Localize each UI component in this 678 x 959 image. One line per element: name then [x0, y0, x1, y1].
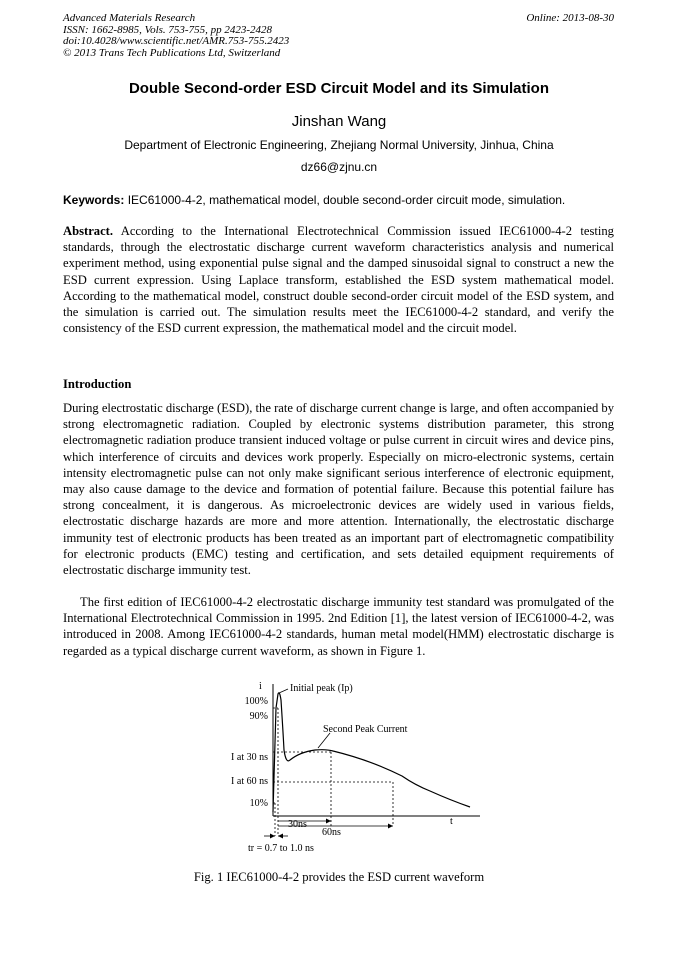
- author-email[interactable]: dz66@zjnu.cn: [300, 160, 378, 174]
- online-date: Online: 2013-08-30: [526, 12, 614, 24]
- intro-paragraph-2: The first edition of IEC61000-4-2 electrostatic discharge immunity test standard was promulgated of the International Electrotechnical Commission in 1995. 2nd Edition [1], the latest version of IEC61000-4-2, was introduced in 2008. Among IEC61000-4-2 standards, human metal model(HMM) electrostatic discharge is regarded as a typical discharge current waveform, as shown in Figure 1.: [63, 595, 614, 658]
- label-i-at-30ns: I at 30 ns: [231, 752, 268, 763]
- t60-label: 60ns: [322, 827, 341, 838]
- label-90-percent: 90%: [249, 711, 268, 722]
- x-axis-label: t: [450, 816, 453, 827]
- introduction-heading: Introduction: [63, 377, 132, 391]
- label-100-percent: 100%: [244, 696, 268, 707]
- tr-arrowhead-right: [278, 834, 283, 839]
- abstract-label: Abstract.: [63, 224, 114, 238]
- label-10-percent: 10%: [249, 798, 268, 809]
- keywords-label: Keywords:: [63, 193, 125, 207]
- t30-label: 30ns: [288, 819, 307, 830]
- keywords: [63, 193, 615, 207]
- tr-label: tr = 0.7 to 1.0 ns: [248, 843, 314, 854]
- journal-issn: ISSN: 1662-8985, Vols. 753-755, pp 2423-2428: [63, 23, 272, 36]
- t60-arrowhead: [388, 824, 393, 829]
- y-axis-label: i: [259, 681, 262, 692]
- tr-arrowhead-left: [270, 834, 275, 839]
- second-peak-label: Second Peak Current: [323, 724, 408, 735]
- paper-author: Jinshan Wang: [291, 113, 387, 130]
- label-i-at-60ns: I at 60 ns: [231, 776, 268, 787]
- abstract-text: According to the International Electrotechnical Commission issued IEC61000-4-2 testing standards, through the electrostatic discharge current waveform characteristics analysis and numerical experiment method, using exponential pulse signal and the damped sinusoidal signal to construct a new the ESD current expression. Using Laplace transform, established the ESD system mathematical model. According to the mathematical model, construct double second-order circuit model of the ESD system, and the simulation is carried out. The simulation results meet the IEC61000-4-2 standard, and verify the consistency of the ESD current expression, the mathematical model and the circuit model.: [63, 224, 614, 336]
- abstract: [63, 223, 614, 336]
- esd-waveform-svg: [180, 676, 510, 856]
- t30-arrowhead: [326, 819, 331, 824]
- figure-caption: Fig. 1 IEC61000-4-2 provides the ESD current waveform: [193, 870, 485, 884]
- paper-affiliation: Department of Electronic Engineering, Zhejiang Normal University, Jinhua, China: [124, 138, 554, 152]
- journal-name: Advanced Materials Research: [63, 12, 196, 24]
- esd-current-waveform: [273, 693, 470, 812]
- journal-header: [63, 13, 289, 59]
- initial-peak-label: Initial peak (Ip): [290, 683, 353, 694]
- journal-copyright: © 2013 Trans Tech Publications Ltd, Switzerland: [63, 46, 281, 59]
- second-peak-callout: [318, 733, 330, 748]
- initial-peak-callout: [279, 689, 288, 693]
- esd-waveform-figure: [180, 676, 510, 856]
- paper-title: Double Second-order ESD Circuit Model and its Simulation: [128, 80, 550, 97]
- journal-doi[interactable]: doi:10.4028/www.scientific.net/AMR.753-755.2423: [63, 35, 290, 47]
- keywords-text: IEC61000-4-2, mathematical model, double second-order circuit mode, simulation.: [127, 193, 566, 207]
- intro-paragraph-1: During electrostatic discharge (ESD), the rate of discharge current change is large, and often accompanied by strong electromagnetic radiation. Coupled by electronic systems distribution parameter, this strong electromagnetic radiation produce transient induced voltage or pulse current in circuit wires and device pins, which interference of circuits and devices work properly. Especially on micro-electronic systems, certain intensity electromagnetic pulse can not only make significant serious interference of electronic equipment, may also cause damage to the device and formation of potential failure. Because this potential failure has strong concealment, it is dangerous. As microelectronic devices are widely used in various fields, electrostatic discharge hazards are more and more attention. Internationally, the electrostatic discharge immunity test of electronic products has been treated as an important part of electromagnetic compatibility for electronic products (EMC) testing and certification, and sets detailed equipment requirements of electrostatic discharge immunity test.: [63, 401, 614, 578]
